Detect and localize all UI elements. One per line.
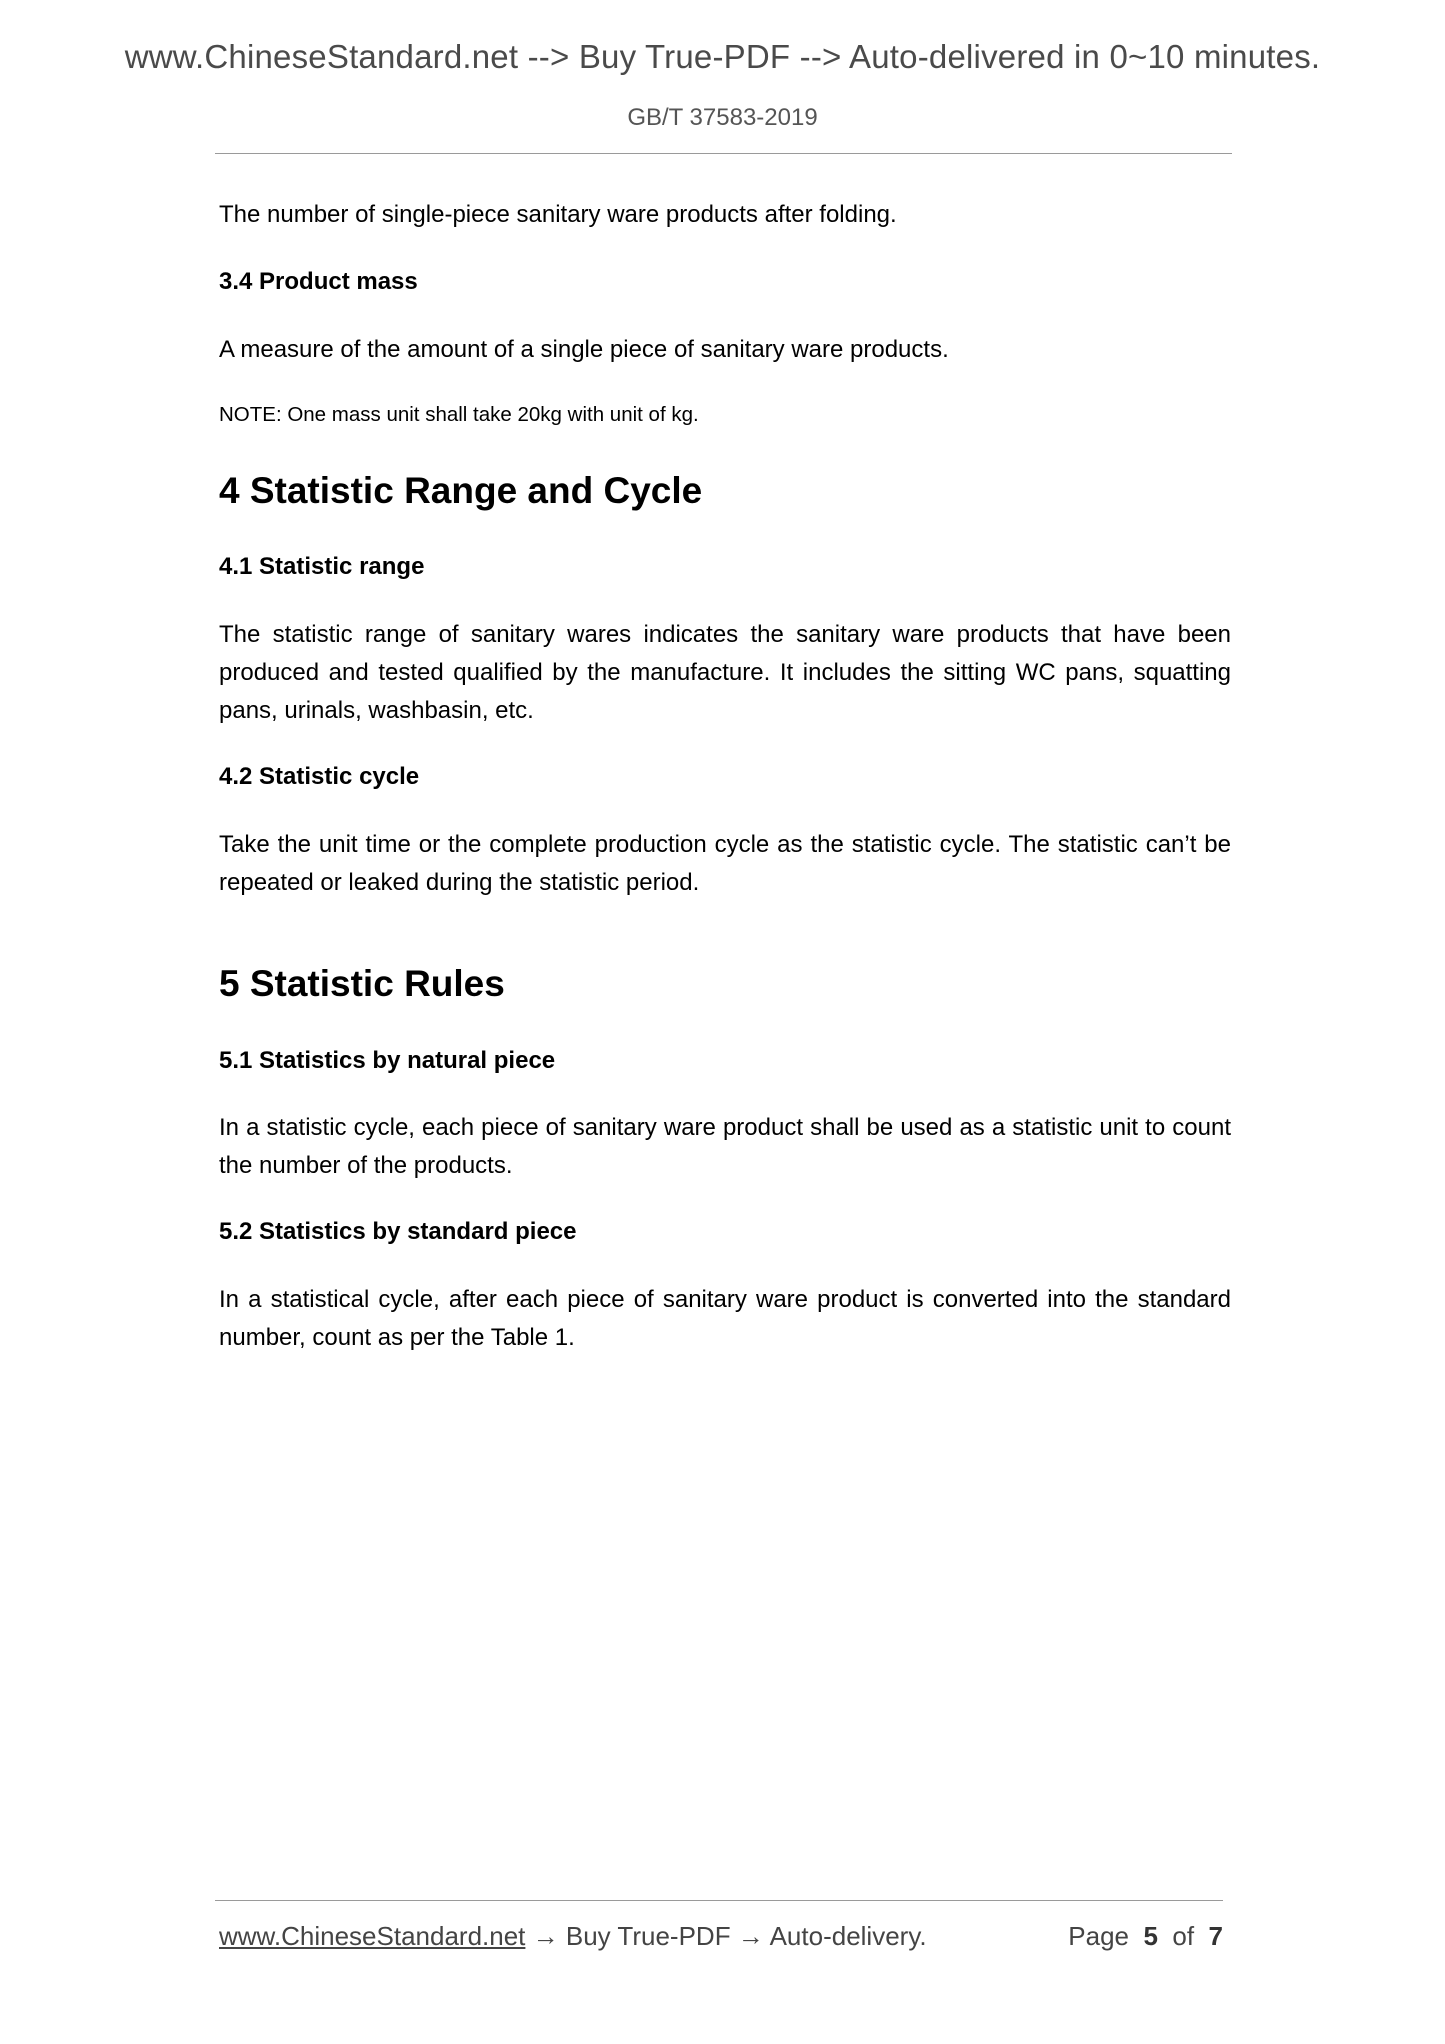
intro-paragraph: The number of single-piece sanitary ware products after folding. [219, 201, 897, 228]
heading-5-1: 5.1 Statistics by natural piece [219, 1047, 556, 1074]
document-body [219, 196, 1231, 1357]
paragraph-5-2: In a statistical cycle, after each piece of sanitary ware product is converted into the standard number, count as per the Table 1. [219, 1286, 1231, 1351]
page-of-label: of [1172, 1921, 1195, 1951]
footer-site-link[interactable]: www.ChineseStandard.net [219, 1921, 526, 1951]
footer-promo [219, 1921, 927, 1952]
heading-section-4: 4 Statistic Range and Cycle [219, 470, 703, 511]
heading-4-1: 4.1 Statistic range [219, 553, 425, 580]
paragraph-4-2: Take the unit time or the complete production cycle as the statistic cycle. The statistic can’t be repeated or leaked during the statistic period. [219, 831, 1231, 896]
footer-tagline: → Buy True-PDF → Auto-delivery. [532, 1921, 927, 1951]
page-label: Page [1068, 1921, 1130, 1951]
footer-divider [215, 1900, 1223, 1901]
standard-code: GB/T 37583-2019 [627, 104, 818, 131]
note-3-4: NOTE: One mass unit shall take 20kg with unit of kg. [219, 403, 699, 426]
paragraph-4-1: The statistic range of sanitary wares indicates the sanitary ware products that have been produced and tested qualified by the manufacture. It includes the sitting WC pans, squatting pans, urinals, washbasin, etc. [219, 621, 1231, 724]
top-banner: www.ChineseStandard.net --> Buy True-PDF --> Auto-delivered in 0~10 minutes. [124, 38, 1321, 75]
total-page-count: 7 [1208, 1921, 1223, 1951]
page-indicator [1068, 1921, 1223, 1952]
heading-5-2: 5.2 Statistics by standard piece [219, 1218, 577, 1245]
paragraph-5-1: In a statistic cycle, each piece of sanitary ware product shall be used as a statistic unit to count the number of the products. [219, 1114, 1231, 1179]
heading-4-2: 4.2 Statistic cycle [219, 763, 420, 790]
paragraph-3-4: A measure of the amount of a single piece of sanitary ware products. [219, 336, 949, 363]
heading-section-5: 5 Statistic Rules [219, 963, 505, 1004]
heading-3-4: 3.4 Product mass [219, 268, 418, 295]
current-page-number: 5 [1143, 1921, 1158, 1951]
header-divider [215, 153, 1232, 154]
